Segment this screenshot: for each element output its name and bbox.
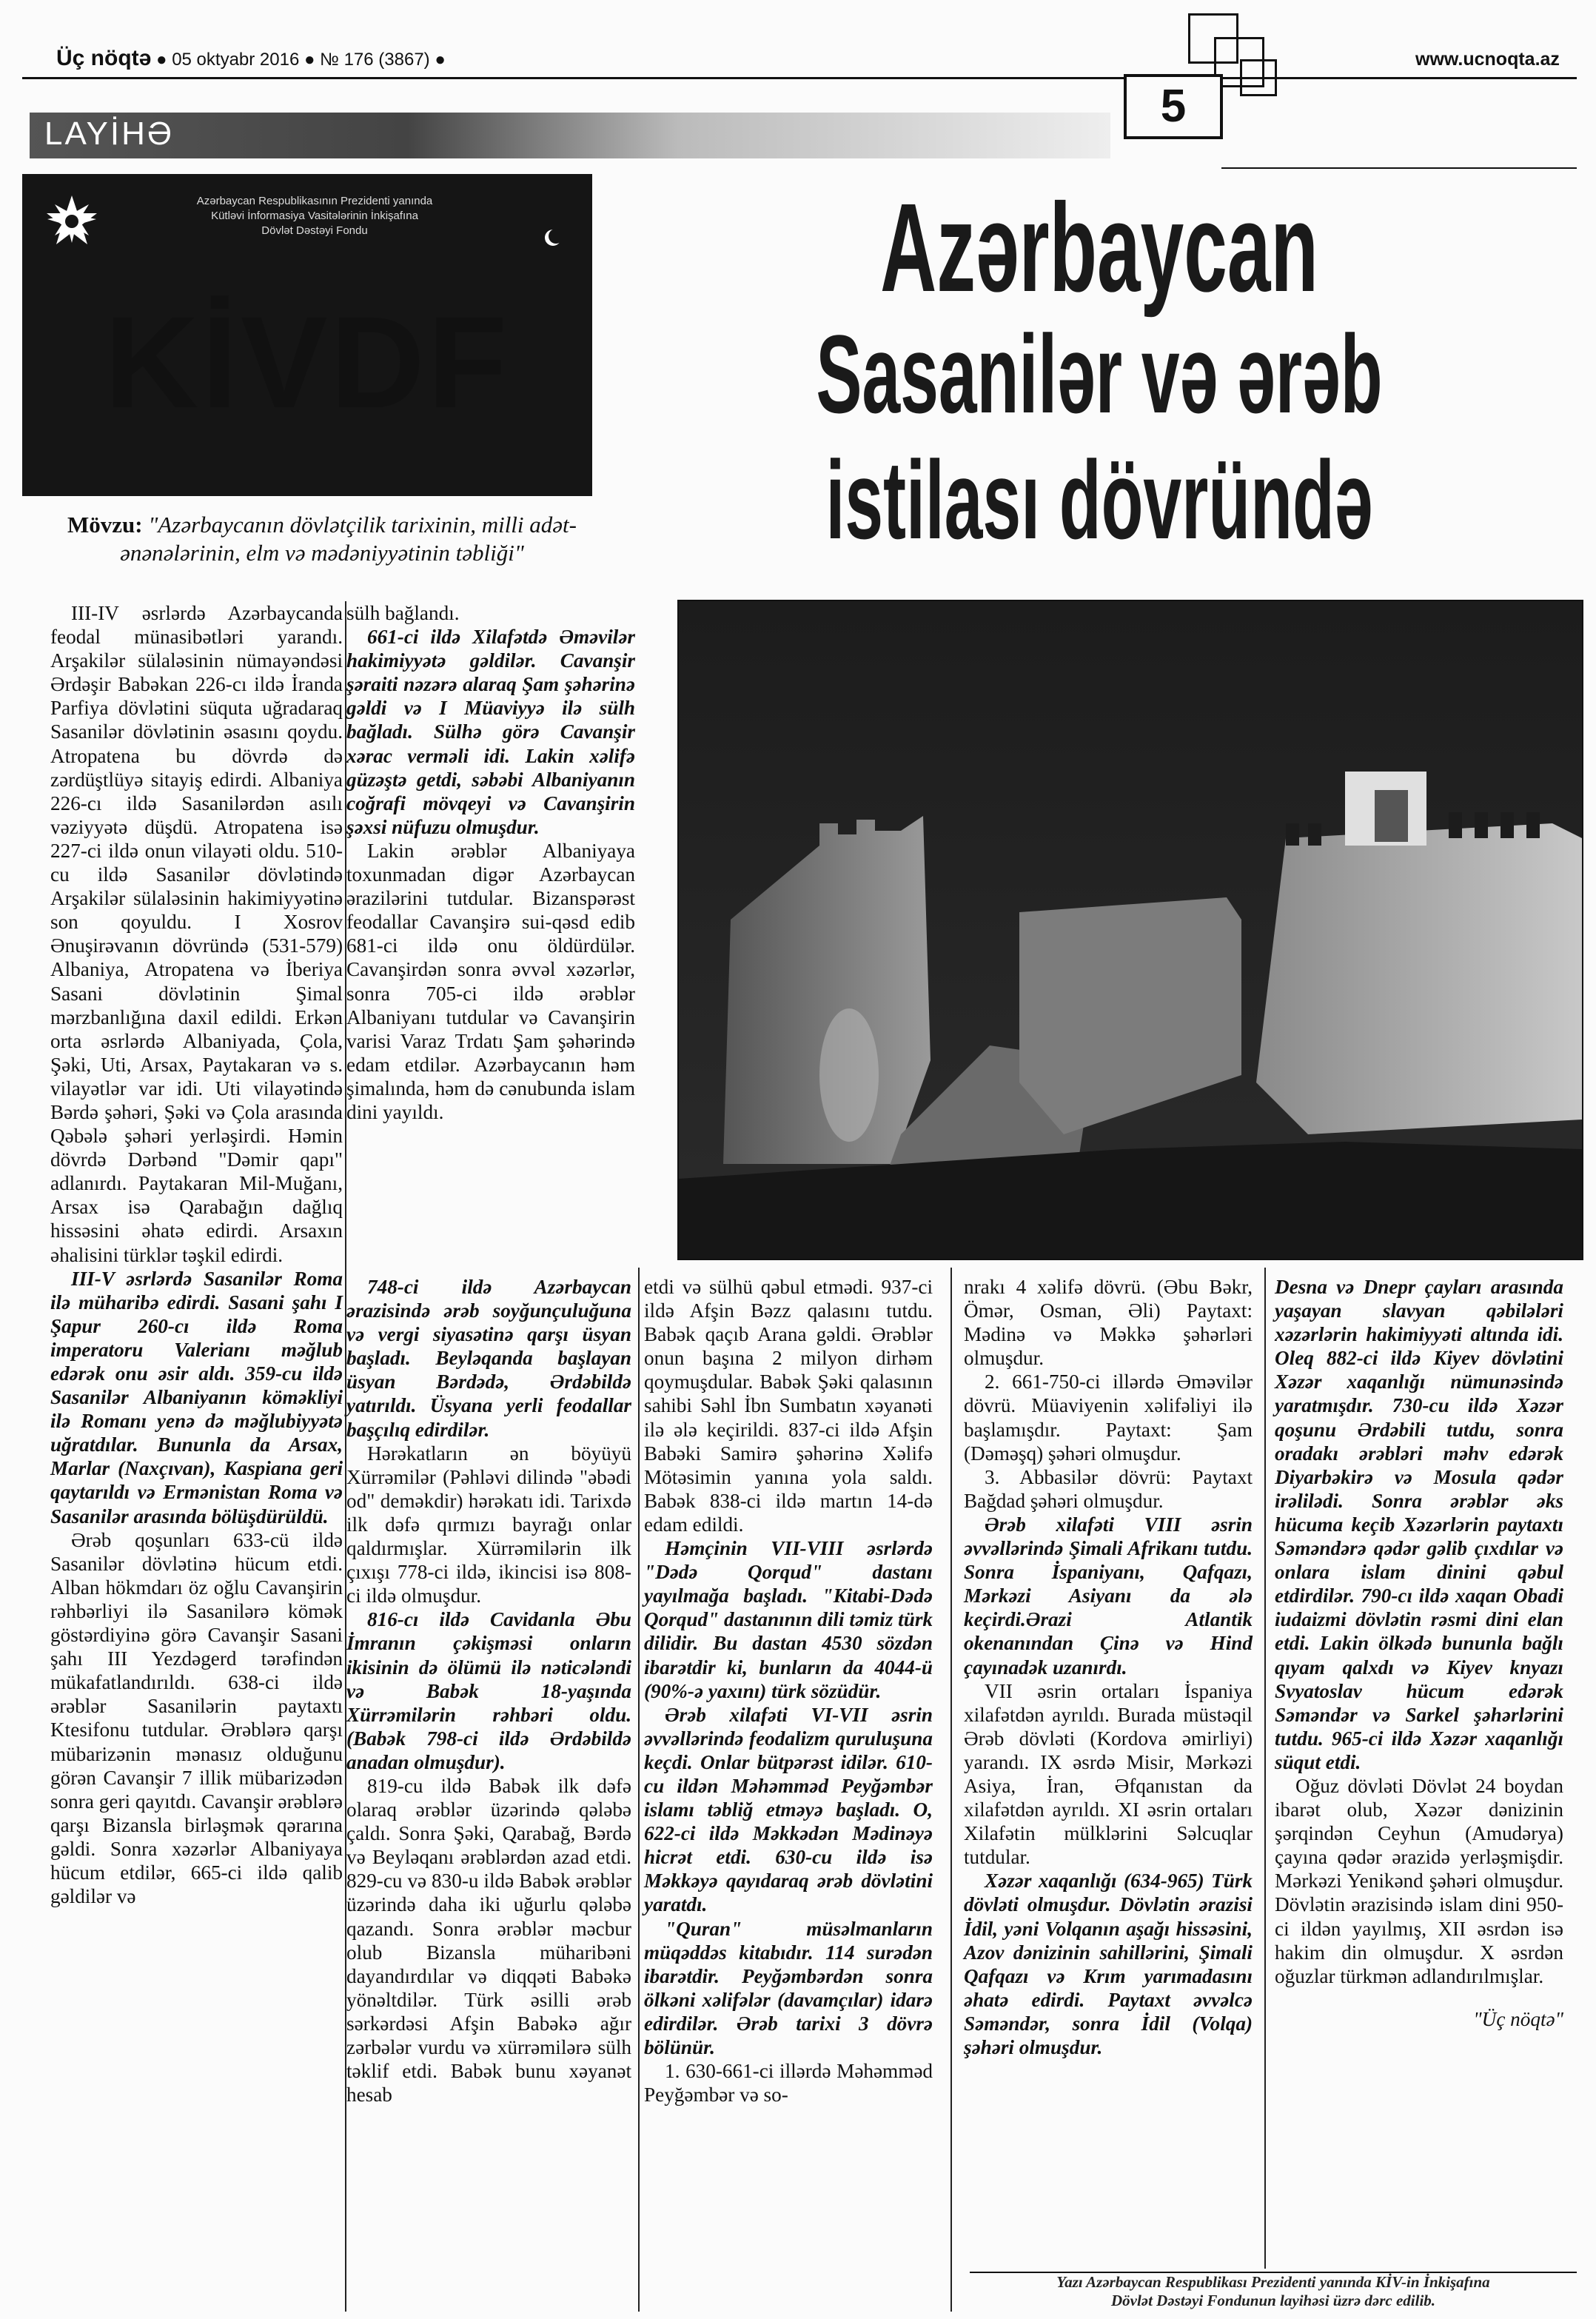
paragraph: 3. Abbasilər dövrü: Paytaxt Bağdad şəhəri olmuşdur. — [964, 1465, 1253, 1512]
issue-number: № 176 (3867) — [320, 50, 430, 70]
article-column-3 — [644, 1275, 933, 2106]
decor-square — [1240, 59, 1277, 96]
paragraph: sülh bağlandı. — [346, 602, 460, 624]
footer-line: Yazı Azərbaycan Respublikası Prezidenti yanında KİV-in İnkişafına — [1056, 2273, 1490, 2291]
paragraph: "Quran" müsəlmanların müqəddəs kitabıdır. 114 surədən ibarətdir. Peyğəmbərdən sonra ölkəni xəlifələr (davamçılar) idarə edirdilər. Ərəb tarixi 3 dövrə bölünür. — [644, 1917, 933, 2058]
section-label: LAYİHƏ — [44, 116, 175, 152]
org-line: Kütləvi İnformasiya Vasitələrinin İnkişafına — [211, 210, 418, 222]
article-column-2 — [346, 601, 635, 1124]
topic-caption — [52, 511, 592, 567]
section-rule — [1221, 167, 1577, 169]
paragraph: Ərəb xilafəti VIII əsrin əvvəllərində Şimali Afrikanı tutdu. Sonra İspaniyanı, Qafqazı, Mərkəzi Asiyanı da ələ keçirdi.Ərazi Atlantik okenanından Çinə və Hind çayınadək uzanırdı. — [964, 1513, 1253, 1679]
issue-date: 05 oktyabr 2016 — [172, 50, 300, 70]
article-column-5 — [1275, 1275, 1563, 2031]
kivdf-org-name — [107, 194, 522, 238]
article-column-4 — [964, 1275, 1253, 2059]
website-link[interactable]: www.ucnoqta.az — [1415, 49, 1560, 70]
star-emblem-icon — [43, 194, 101, 252]
column-divider — [638, 1268, 640, 2312]
paragraph: 2. 661-750-ci illərdə Əməvilər dövrü. Müaviyenin xəlifəliyi ilə başlamışdır. Paytaxt: Şam (Dəməşq) şəhəri olmuşdur. — [964, 1371, 1253, 1465]
article-column-2-continued — [346, 1275, 631, 2106]
fortress-photo — [677, 600, 1583, 1260]
paragraph: Ərəb qoşunları 633-cü ildə Sasanilər dövlətinə hücum etdi. Alban hökmdarı öz oğlu Cavanşirin rəhbərliyi ilə Sasanilərə kömək göstərdiyinə görə Cavanşir Sasani şahı III Yezdəgerd tərəfindən mükafatlandırıldı. 638-ci ildə ərəblər Sasanilərin paytaxtı Ktesifonu tutdular. Ərəblərə qarşı mübarizənin mənasız olduğunu görən Cavanşir 7 illik mübarizədən sonra geri qayıtdı. Cavanşir ərəblərə qarşı Bizansla birləşmək qərarına gəldi. Sonra xəzərlər Albaniyaya hücum etdilər, 665-ci ildə qalib gəldilər və — [50, 1528, 343, 1908]
paragraph: Oğuz dövləti Dövlət 24 boydan ibarət olub, Xəzər dənizinin şərqindən Ceyhun (Amudərya) çayına qədər ərazidə yerləşmişdir. Mərkəzi Yenikənd şəhəri olmuşdur. Dövlətin ərazisində islam dini 950-ci ildən yayılmış, XII əsrdən isə hakim din olmuşdur. X əsrdən oğuzlar türkmən adlandırılmışlar. — [1275, 1774, 1563, 1987]
paragraph: 819-cu ildə Babək ilk dəfə olaraq ərəblər üzərində qələbə çaldı. Sonra Şəki, Qarabağ, Bərdə və Beyləqanı ərəblərdən azad etdi. 829-cu və 830-u ildə Babək ərəblər üzərində daha iki uğurlu qələbə qazandı. Sonra ərəblər məcbur olub Bizansla müharibəni dayandırdılar və diqqəti Babəkə yönəltdilər. Türk əsilli ərəb sərkərdəsi Afşin Babəkə ağır zərbələr vurdu və xürrəmilərə sülh təklif etdi. Babək bunu xəyanət hesab — [346, 1774, 631, 2106]
org-line: Dövlət Dəstəyi Fondu — [261, 224, 368, 237]
header-rule — [22, 77, 1577, 79]
paragraph: nrakı 4 xəlifə dövrü. (Əbu Bəkr, Ömər, Osman, Əli) Paytaxt: Mədinə və Məkkə şəhərləri olmuşdur. — [964, 1276, 1253, 1370]
headline-line-2: Sasanilər və ərəb — [816, 312, 1383, 436]
bullet: ● — [304, 50, 321, 70]
paragraph: etdi və sülhü qəbul etmədi. 937-ci ildə Afşin Bəzz qalasını tutdu. Babək qaçıb Arana gəldi. Ərəblər onun başına 2 milyon dirhəm qoymuşdular. Babək Şəki qalasının sahibi Səhl İbn Sumbatın xəyanəti ilə ələ keçirildi. 837-ci ildə Afşin Babəki Samirə şəhərinə Xəlifə Mötəsimin yanına yola saldı. Babək 838-ci ildə martın 14-də edam edildi. — [644, 1276, 933, 1536]
masthead-line — [56, 46, 446, 71]
paragraph: Desna və Dnepr çayları arasında yaşayan slavyan qəbilələri xəzərlərin hakimiyyəti altında idi. Oleq 882-ci ildə Kiyev dövlətini Xəzər xaqanlığı nümunəsində yaratmışdır. 730-cu ildə Xəzər qoşunu Ərdəbili tutdu, sonra oradakı ərəbləri məhv edərək Diyarbəkirə və Mosula qədər irəlilədi. Sonra ərəblər əks hücuma keçib Xəzərlərin paytaxtı Səməndərə qədər gəlib çıxdılar və onlara islam dinini qəbul etdirdilər. 790-cı ildə xaqan Obadi iudaizmi dövlətin rəsmi dini elan etdi. Lakin ölkədə bununla bağlı qıyam qalxdı və Kiyev knyazı Svyatoslav hücum edərək Səməndər və Sarkel şəhərlərini tutdu. 965-ci ildə Xəzər xaqanlığı süqut etdi. — [1275, 1276, 1563, 1773]
paragraph: VII əsrin ortaları İspaniya xilafətdən ayrıldı. Burada müstəqil Ərəb dövləti (Kordova əmirliyi) yarandı. IX əsrdə Misir, Mərkəzi Asiya, İran, Əfqanıstan da xilafətdən ayrıldı. XI əsrin ortaları Xilafətin mülklərini Səlcuqlar tutdular. — [964, 1679, 1253, 1869]
paper-name: Üç nöqtə — [56, 46, 152, 70]
org-line: Azərbaycan Respublikasının Prezidenti yanında — [196, 195, 433, 207]
paragraph: 661-ci ildə Xilafətdə Əməvilər hakimiyyətə gəldilər. Cavanşir şəraiti nəzərə alaraq Şam şəhərinə gəldi və I Müaviyyə ilə sülh bağladı. Sülhə görə Cavanşir xərac verməli idi. Lakin xəlifə güzəştə getdi, səbəbi Albaniyanın coğrafi mövqeyi və Cavanşirin şəxsi nüfuzu olmuşdur. — [346, 626, 635, 838]
bullet: ● — [156, 50, 172, 70]
topic-text: "Azərbaycanın dövlətçilik tarixinin, milli adət-ənənələrinin, elm və mədəniyyətinin təbliği" — [120, 512, 577, 566]
crescent-icon — [542, 227, 564, 249]
paragraph: Hərəkatların ən böyüyü Xürrəmilər (Pəhləvi dilində "əbədi od" deməkdir) hərəkatı idi. Tarixdə ilk dəfə qırmızı bayrağı onlar qaldırmışlar. Xürrəmilərin ilk çıxışı 778-ci ildə, ikincisi isə 808-ci ildə olmuşdur. — [346, 1442, 631, 1607]
footer-line: Dövlət Dəstəyi Fondunun layihəsi üzrə dərc edilib. — [1110, 2292, 1436, 2309]
fortress-illustration — [679, 601, 1582, 1259]
topic-label: Mövzu: — [67, 512, 143, 538]
column-divider — [1264, 1268, 1266, 2269]
headline-line-1: Azərbaycan — [880, 178, 1318, 318]
article-column-1 — [50, 601, 343, 1908]
paragraph: Həmçinin VII-VIII əsrlərdə "Dədə Qorqud" dastanı yayılmağa başladı. "Kitabi-Dədə Qorqud" dastanının dili təmiz türk dilidir. Bu dastan 4530 sözdən ibarətdir ki, bunların da 4044-ü (90%-ə yaxını) türk sözüdür. — [644, 1537, 933, 1702]
paragraph: III-IV əsrlərdə Azərbaycanda feodal münasibətləri yarandı. Arşakilər sülaləsinin nümayəndəsi Ərdəşir Babəkan 226-cı ildə İranda Parfiya dövlətini süquta uğradaraq Sasanilər dövlətinin əsasını qoydu. Atropatena bu dövrdə də zərdüştlüyə sitayiş edirdi. Albaniya 226-cı ildə Sasanilərdən asılı vəziyyətə düşdü. Atropatena isə 227-ci ildə onun vilayəti oldu. 510-cu ildə Sasanilər dövlətində Arşakilər sülaləsinin hakimiyyətinə son qoyuldu. I Xosrov Ənuşirəvanın dövründə (531-579) Albaniya, Atropatena və İberiya Sasani dövlətinin Şimal mərzbanlığına daxil edildi. Erkən orta əsrlərdə Albaniyada, Çola, Şəki, Uti, Arsax, Paytakaran və s. vilayətlər var idi. Uti vilayətində Bərdə şəhəri, Şəki və Çola arasında Qəbələ şəhəri yerləşirdi. Həmin dövrdə Dərbənd "Dəmir qapı" adlanırdı. Paytakaran Mil-Muğanı, Arsax isə Qarabağın dağlıq hissəsini əhatə edirdi. Arsaxın əhalisini türklər təşkil edirdi. — [50, 602, 343, 1266]
headline-line-3: istilası dövründə — [825, 438, 1373, 562]
paragraph: Ərəb xilafəti VI-VII əsrin əvvəllərində feodalizm quruluşuna keçdi. Onlar bütpərəst idilər. 610-cu ildən Məhəmməd Peyğəmbər islamı təbliğ etməyə başladı. O, 622-ci ildə Məkkədən Mədinəyə hicrət etdi. 630-cu ildə isə Məkkəyə qayıdaraq ərəb dövlətini yaratdı. — [644, 1703, 933, 1916]
bullet: ● — [435, 50, 446, 70]
signature: "Üç nöqtə" — [1473, 2007, 1563, 2030]
paragraph: Lakin ərəblər Albaniyaya toxunmadan digər Azərbaycan ərazilərini tutdular. Bizanspərəst feodallar Cavanşirə sui-qəsd edib 681-ci ildə onu öldürdülər. Cavanşirdən sonra əvvəl xəzərlər, sonra 705-ci ildə ərəblər Albaniyanı tutdular və Cavanşirin varisi Varaz Trdatı Şam şəhərində edam etdilər. Azərbaycanın həm şimalında, həm də cənubunda islam dini yayıldı. — [346, 839, 635, 1123]
paragraph: 816-cı ildə Cavidanla Əbu İmranın çəkişməsi onların ikisinin də ölümü ilə nəticələndi və Babək 18-yaşında Xürrəmilərin rəhbəri oldu. (Babək 798-ci ildə Ərdəbildə anadan olmuşdur). — [346, 1608, 631, 1773]
kivdf-logo-text: KİVDF — [104, 290, 510, 435]
paragraph: Xəzər xaqanlığı (634-965) Türk dövləti olmuşdur. Dövlətin ərazisi İdil, yəni Volqanın aşağı hissəsini, Azov dənizinin sahillərini, Şimali Qafqazı və Krım yarımadasını əhatə edirdi. Paytaxt əvvəlcə Səməndər, sonra İdil (Volqa) şəhəri olmuşdur. — [964, 1870, 1253, 2058]
paragraph: 748-ci ildə Azərbaycan ərazisində ərəb soyğunçuluğuna və vergi siyasətinə qarşı üsyan başladı. Beyləqanda başlayan üsyan Bərdədə, Ərdəbildə yatırıldı. Üsyana yerli feodallar başçılıq edirdilər. — [346, 1276, 631, 1441]
paragraph: 1. 630-661-ci illərdə Məhəmməd Peyğəmbər və so- — [644, 2060, 933, 2106]
paragraph: III-V əsrlərdə Sasanilər Roma ilə müharibə edirdi. Sasani şahı I Şapur 260-cı ildə Roma imperatoru Valerianı məğlub edərək onu əsir aldı. 359-cu ildə Sasanilər Albaniyanın köməkliyi ilə Romanı yenə də məğlubiyyətə uğratdılar. Bununla da Arsax, Marlar (Naxçıvan), Kaspiana geri qaytarıldı və Ermənistan Roma və Sasanilər arasında bölüşdürüldü. — [50, 1267, 343, 1527]
section-bar — [30, 113, 1110, 158]
project-footer-note — [970, 2272, 1577, 2315]
column-divider — [950, 1268, 952, 2312]
page-number: 5 — [1124, 74, 1223, 139]
